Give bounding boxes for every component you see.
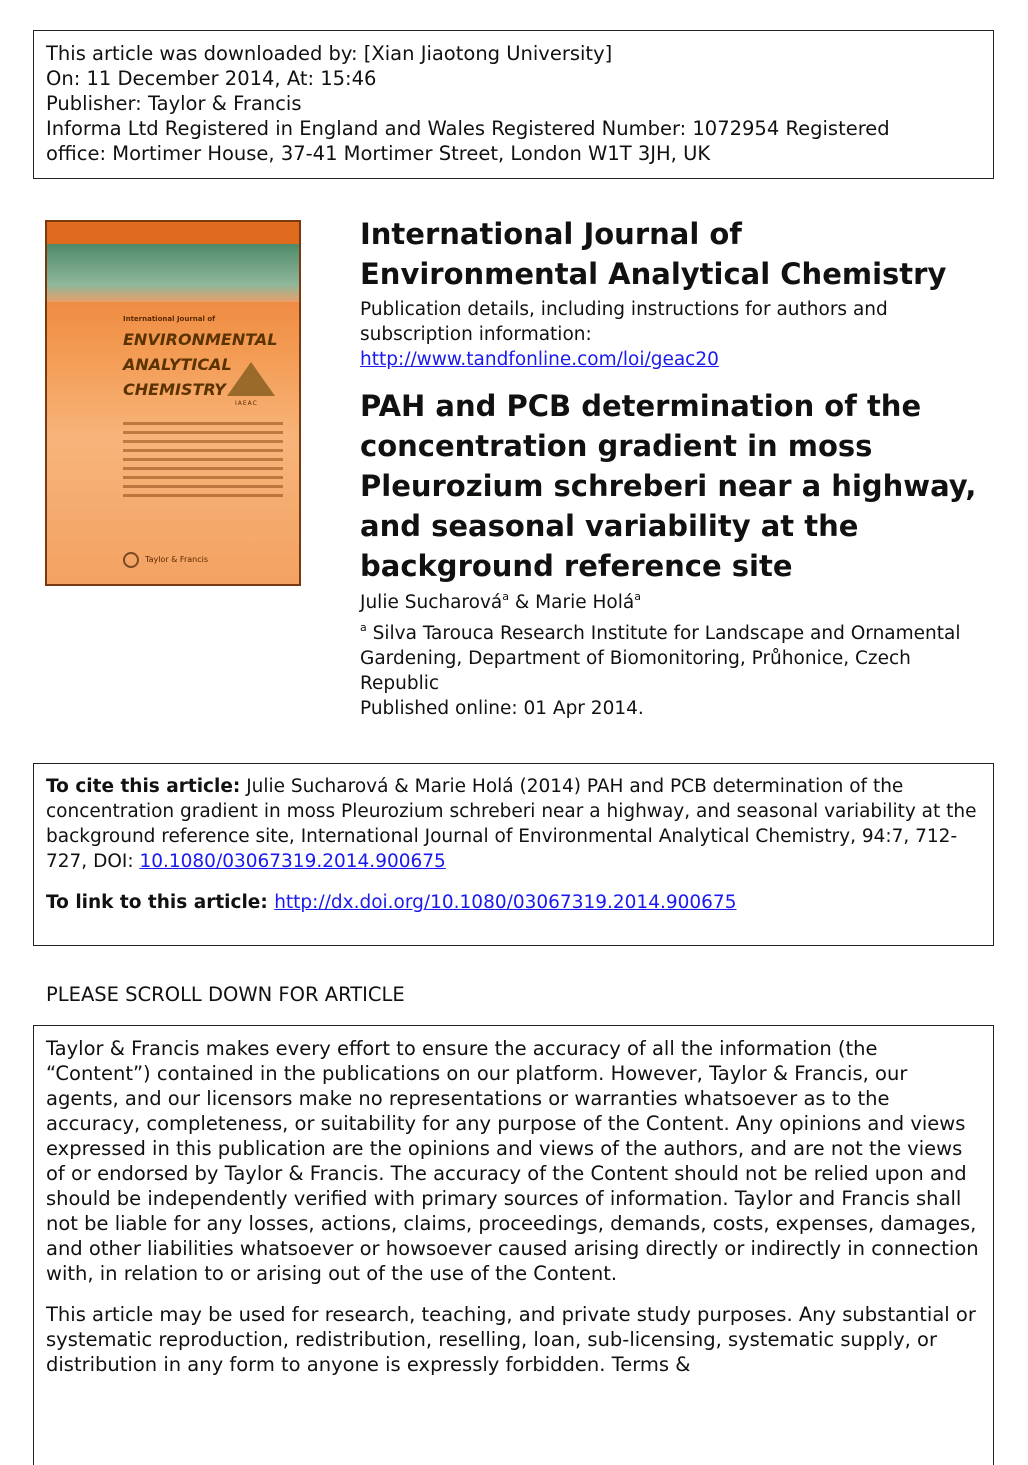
author-name: Marie Holá — [535, 592, 635, 613]
cover-intl-text: International Journal of — [123, 315, 216, 323]
journal-title: International Journal of Environmental Analytical Chemistry — [360, 217, 947, 291]
cover-green-band — [47, 244, 299, 302]
download-line: office: Mortimer House, 37-41 Mortimer Street, London W1T 3JH, UK — [46, 142, 711, 165]
cover-badge: IAEAC — [235, 400, 258, 407]
affiliation-marker: a — [634, 590, 641, 603]
published-online: Published online: 01 Apr 2014. — [360, 698, 644, 719]
article-title: PAH and PCB determination of the concentration gradient in moss Pleurozium schreberi near a highway, and seasonal variability at the background reference site — [360, 389, 977, 583]
affiliation-marker: a — [360, 621, 367, 634]
disclaimer-paragraph: This article may be used for research, teaching, and private study purposes. Any substantial or systematic reproduction, redistribution, reselling, loan, sub-licensing, systematic supply, or distribution in any form to anyone is expressly forbidden. Terms & — [46, 1303, 976, 1376]
doi-link[interactable]: 10.1080/03067319.2014.900675 — [139, 851, 446, 872]
journal-link[interactable]: http://www.tandfonline.com/loi/geac20 — [360, 349, 719, 370]
cover-publisher: Taylor & Francis — [145, 555, 208, 564]
cover-title-line: ANALYTICAL — [123, 355, 232, 374]
author-name: Julie Sucharová — [360, 592, 503, 613]
journal-cover-image — [45, 220, 301, 586]
affiliation-text: Silva Tarouca Research Institute for Landscape and Ornamental Gardening, Department of Biomonitoring, Průhonice, Czech Republic — [360, 623, 961, 694]
cover-triangle-logo-icon — [227, 362, 275, 396]
scroll-notice: PLEASE SCROLL DOWN FOR ARTICLE — [46, 983, 405, 1006]
publication-details — [360, 297, 990, 372]
cite-label: To cite this article: — [46, 776, 241, 797]
download-line: This article was downloaded by: [Xian Jiaotong University] — [46, 42, 613, 65]
publication-details-text: Publication details, including instructions for authors and subscription information: — [360, 299, 888, 345]
affiliation-marker: a — [502, 590, 509, 603]
author-separator: & — [508, 592, 536, 613]
affiliation — [360, 621, 990, 696]
cover-title-line: CHEMISTRY — [123, 380, 226, 399]
citation-paragraph — [46, 774, 981, 874]
publisher-logo-icon — [123, 552, 139, 568]
cover-title-line: ENVIRONMENTAL — [123, 330, 278, 349]
cover-top-bar — [47, 222, 299, 244]
download-line: Publisher: Taylor & Francis — [46, 92, 302, 115]
authors — [360, 590, 990, 615]
cover-text-lines — [123, 422, 283, 503]
link-label: To link to this article: — [46, 892, 275, 913]
disclaimer-box — [33, 1025, 994, 1465]
disclaimer-paragraph: Taylor & Francis makes every effort to ensure the accuracy of all the information (the “Content”) contained in the publications on our platform. However, Taylor & Francis, our agents, and our licensors make no representations or warranties whatsoever as to the accuracy, completeness, or suitability for any purpose of the Content. Any opinions and views expressed in this publication are the opinions and views of the authors, and are not the views of or endorsed by Taylor & Francis. The accuracy of the Content should not be relied upon and should be independently verified with primary sources of information. Taylor and Francis shall not be liable for any losses, actions, claims, proceedings, demands, costs, expenses, damages, and other liabilities whatsoever or howsoever caused arising directly or indirectly in connection with, in relation to or arising out of the use of the Content. — [46, 1037, 979, 1285]
citation-box — [33, 763, 994, 946]
article-header — [360, 214, 990, 721]
article-link-line — [46, 890, 981, 915]
cite-text: Julie Sucharová & Marie Holá (2014) PAH and PCB determination of the concentration gradient in moss Pleurozium schreberi near a highway, and seasonal variability at the background reference site, International Journal of Environmental Analytical Chemistry, 94:7, 712-727, DOI: — [46, 776, 977, 872]
article-link[interactable]: http://dx.doi.org/10.1080/03067319.2014.900675 — [274, 892, 737, 913]
download-line: Informa Ltd Registered in England and Wales Registered Number: 1072954 Registered — [46, 117, 890, 140]
download-line: On: 11 December 2014, At: 15:46 — [46, 67, 377, 90]
download-info-box — [33, 30, 994, 179]
